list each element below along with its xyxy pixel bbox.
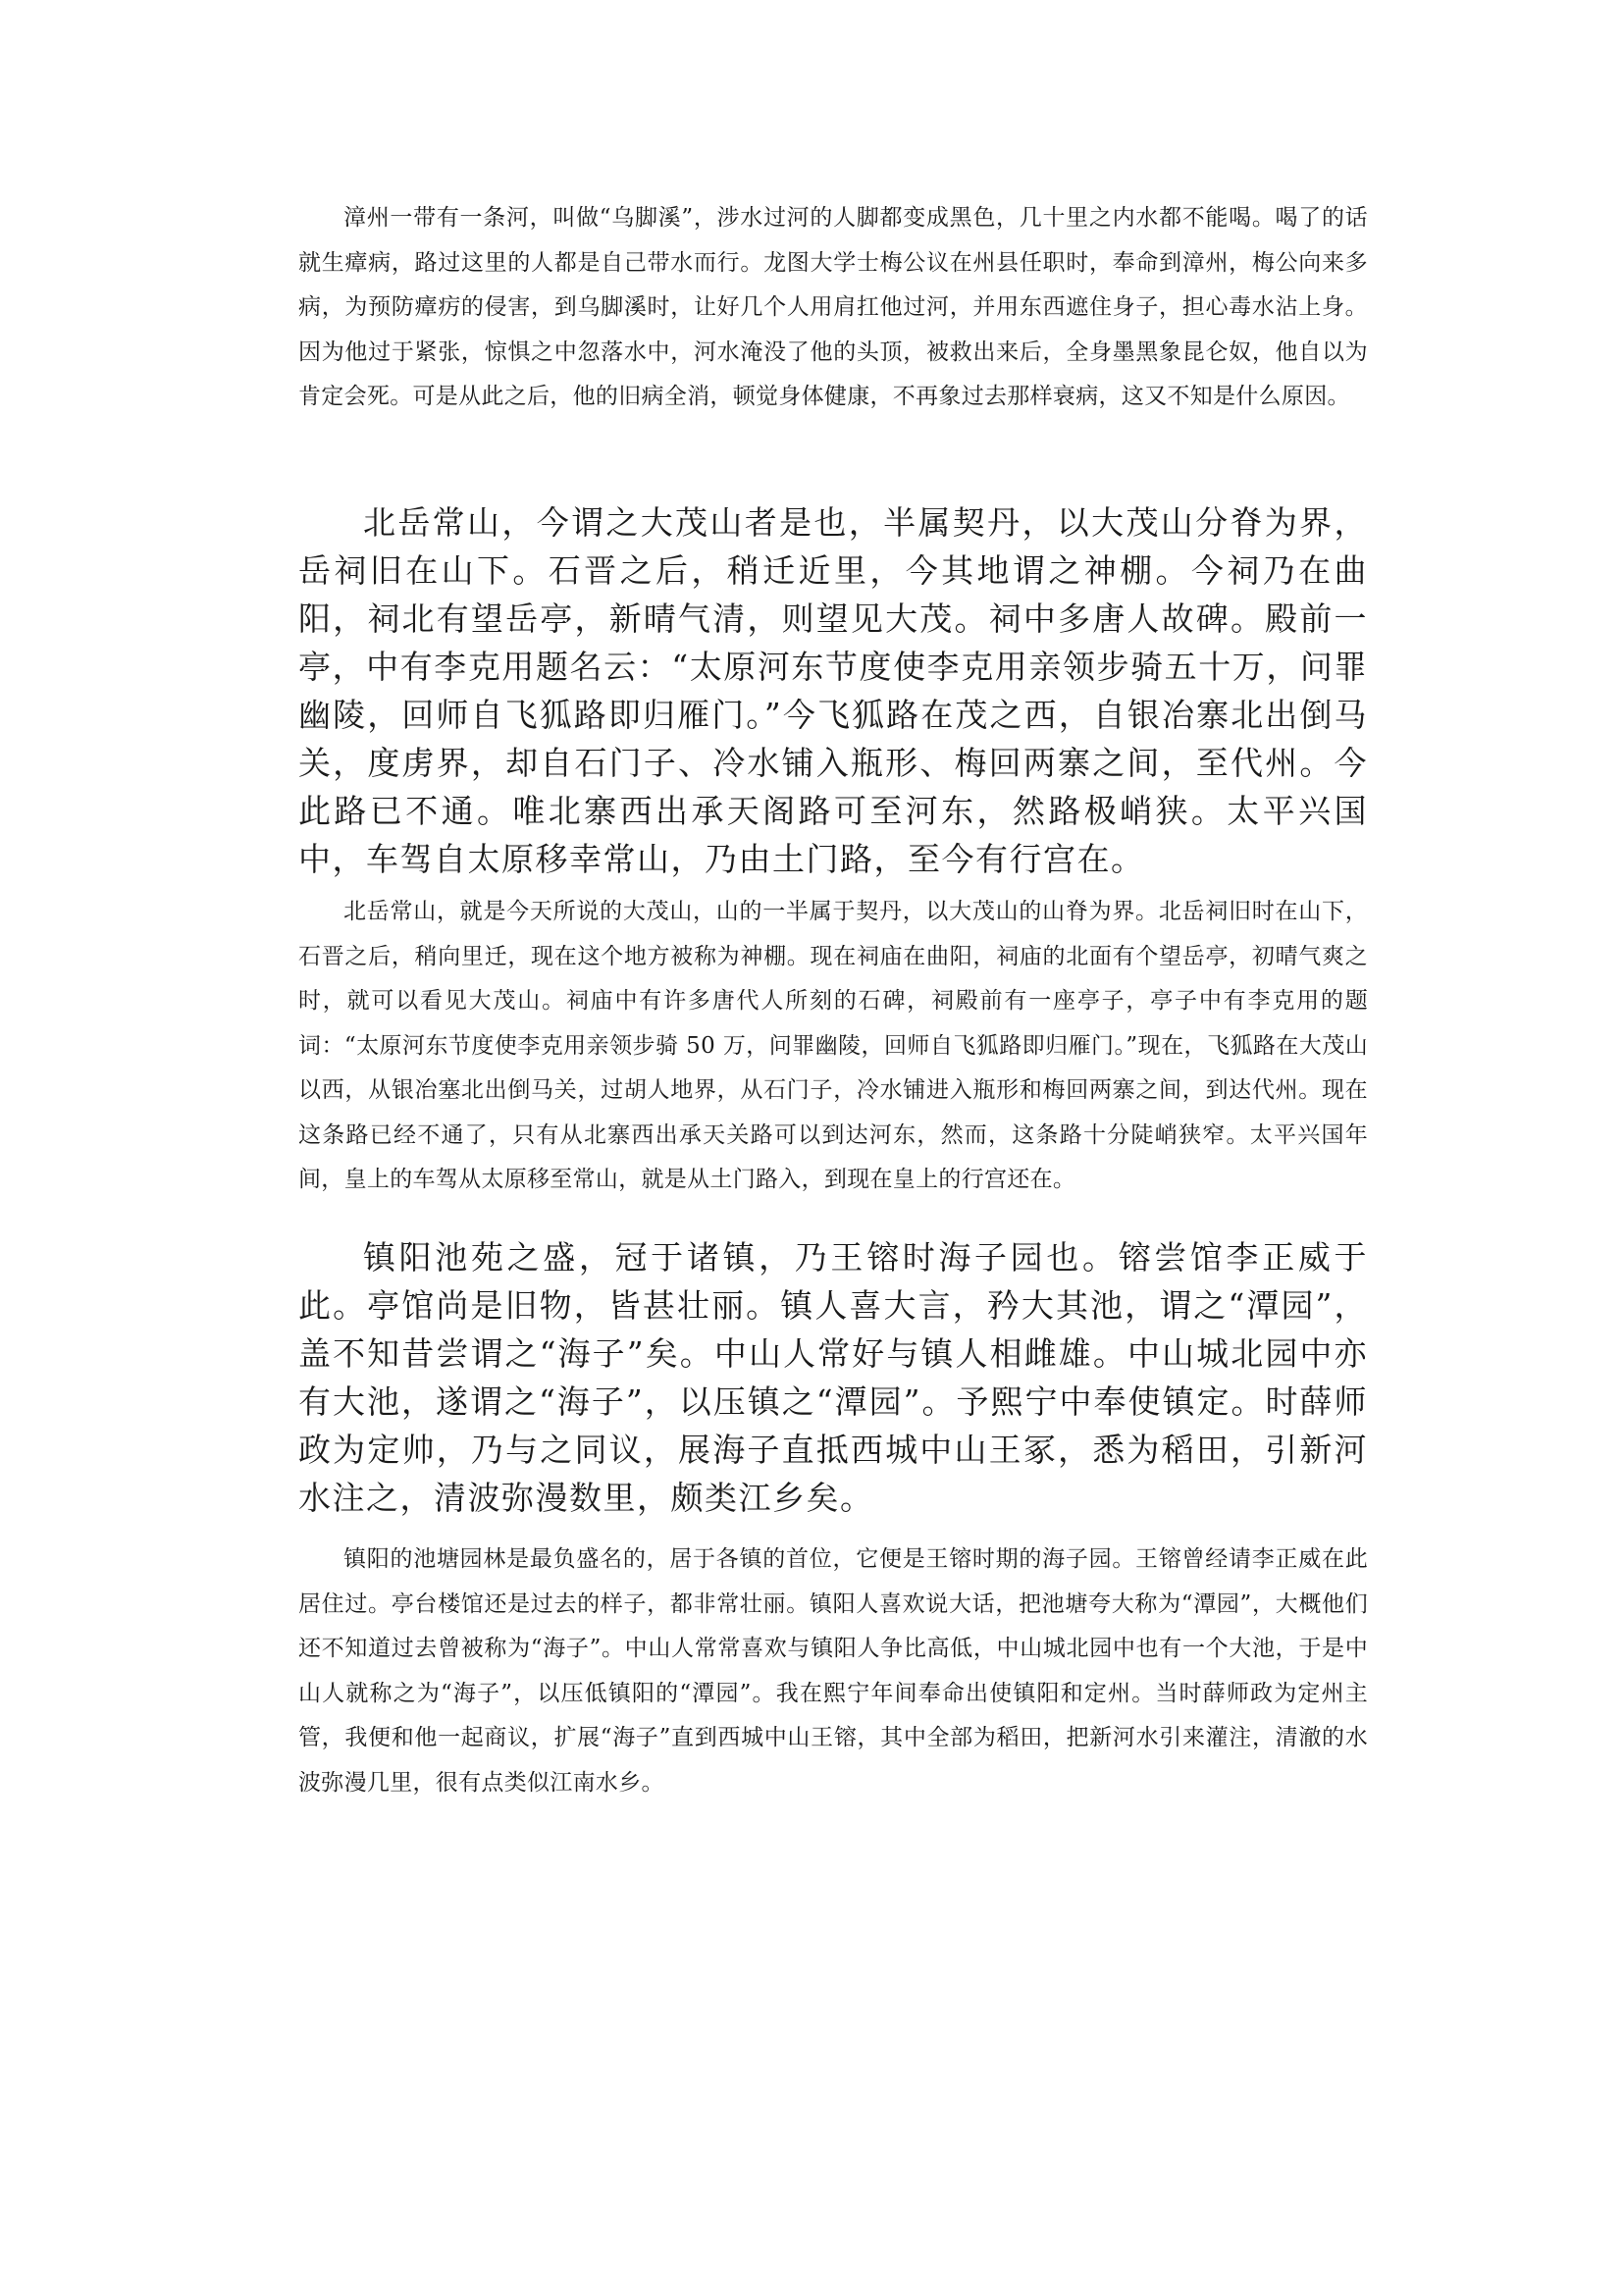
translation-paragraph-beiyue: 北岳常山，就是今天所说的大茂山，山的一半属于契丹，以大茂山的山脊为界。北岳祠旧时在山下，石晋之后，稍向里迁，现在这个地方被称为神棚。现在祠庙在曲阳，祠庙的北面有个望岳亭，初晴气爽之时，就可以看见大茂山。祠庙中有许多唐代人所刻的石碑，祠殿前有一座亭子，亭子中有李克用的题词：“太原河东节度使李克用亲领步骑 50 万，问罪幽陵，回师自飞狐路即归雁门。”现在，飞狐路在大茂山以西，从银冶塞北出倒马关，过胡人地界，从石门子，冷水铺进入瓶形和梅回两寨之间，到达代州。现在这条路已经不通了，只有从北寨西出承天关路可以到达河东，然而，这条路十分陡峭狭窄。太平兴国年间，皇上的车驾从太原移至常山，就是从土门路入，到现在皇上的行宫还在。 (298, 899, 1368, 1192)
original-paragraph-zhenyang: 镇阳池苑之盛，冠于诸镇，乃王镕时海子园也。镕尝馆李正威于此。亭馆尚是旧物，皆甚壮丽。镇人喜大言，矜大其池，谓之“潭园”，盖不知昔尝谓之“海子”矣。中山人常好与镇人相雌雄。中山城北园中亦有大池，遂谓之“海子”，以压镇之“潭园”。予熙宁中奉使镇定。时薛师政为定帅，乃与之同议，展海子直抵西城中山王冢，悉为稻田，引新河水注之，清波弥漫数里，颇类江乡矣。 (298, 1238, 1368, 1517)
translation-paragraph-zhenyang: 镇阳的池塘园林是最负盛名的，居于各镇的首位，它便是王镕时期的海子园。王镕曾经请李正威在此居住过。亭台楼馆还是过去的样子，都非常壮丽。镇阳人喜欢说大话，把池塘夸大称为“潭园”，大概他们还不知道过去曾被称为“海子”。中山人常常喜欢与镇阳人争比高低，中山城北园中也有一个大池，于是中山人就称之为“海子”，以压低镇阳的“潭园”。我在熙宁年间奉命出使镇阳和定州。当时薛师政为定州主管，我便和他一起商议，扩展“海子”直到西城中山王镕，其中全部为稻田，把新河水引来灌注，清澈的水波弥漫几里，很有点类似江南水乡。 (298, 1546, 1368, 1796)
translation-paragraph-wujiaoxi: 漳州一带有一条河，叫做“乌脚溪”，涉水过河的人脚都变成黑色，几十里之内水都不能喝。喝了的话就生瘴病，路过这里的人都是自己带水而行。龙图大学士梅公议在州县任职时，奉命到漳州，梅公向来多病，为预防瘴疠的侵害，到乌脚溪时，让好几个人用肩扛他过河，并用东西遮住身子，担心毒水沾上身。因为他过于紧张，惊惧之中忽落水中，河水淹没了他的头顶，被救出来后，全身墨黑象昆仑奴，他自以为肯定会死。可是从此之后，他的旧病全消，顿觉身体健康，不再象过去那样衰病，这又不知是什么原因。 (298, 205, 1368, 409)
original-paragraph-beiyue: 北岳常山，今谓之大茂山者是也，半属契丹，以大茂山分脊为界，岳祠旧在山下。石晋之后，稍迁近里，今其地谓之神棚。今祠乃在曲阳，祠北有望岳亭，新晴气清，则望见大茂。祠中多唐人故碑。殿前一亭，中有李克用题名云：“太原河东节度使李克用亲领步骑五十万，问罪幽陵，回师自飞狐路即归雁门。”今飞狐路在茂之西，自银冶寨北出倒马关，度虏界，却自石门子、冷水铺入瓶形、梅回两寨之间，至代州。今此路已不通。唯北寨西出承天阁路可至河东，然路极峭狭。太平兴国中，车驾自太原移幸常山，乃由土门路，至今有行宫在。 (298, 503, 1368, 878)
